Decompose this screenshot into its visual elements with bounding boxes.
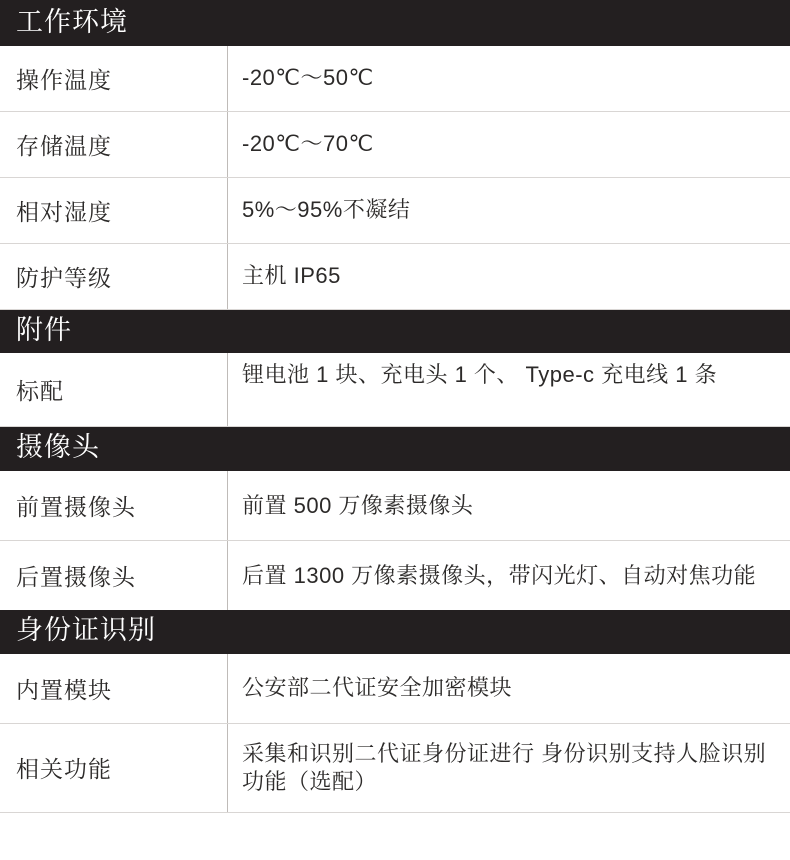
row-value: 前置 500 万像素摄像头: [242, 492, 474, 518]
row-label: 存储温度: [0, 112, 228, 177]
row-label: 内置模块: [0, 654, 228, 723]
row-label: 相对湿度: [0, 178, 228, 243]
row-value: 采集和识别二代证身份证进行 身份识别支持人脸识别功能（选配）: [242, 740, 767, 794]
row-value: 后置 1300 万像素摄像头，带闪光灯、自动对焦功能: [242, 562, 757, 588]
row-label: 防护等级: [0, 244, 228, 309]
row-label: 相关功能: [0, 724, 228, 812]
table-row: [0, 244, 790, 310]
section-rows-work-environment: [0, 46, 790, 310]
row-value: 公安部二代证安全加密模块: [242, 675, 513, 701]
table-row: [0, 353, 790, 427]
table-row: [0, 112, 790, 178]
table-row: [0, 541, 790, 610]
section-title-id-card-recognition: 身份证识别: [0, 610, 790, 654]
row-label: 前置摄像头: [0, 471, 228, 540]
table-row: [0, 46, 790, 112]
table-row: [0, 471, 790, 541]
section-rows-camera: [0, 471, 790, 610]
section-title-work-environment: 工作环境: [0, 0, 790, 46]
section-rows-accessories: [0, 353, 790, 427]
table-row: [0, 724, 790, 813]
section-accessories: [0, 310, 790, 428]
row-label: 后置摄像头: [0, 541, 228, 610]
section-title-camera: 摄像头: [0, 427, 790, 471]
section-title-accessories: 附件: [0, 310, 790, 354]
section-work-environment: [0, 0, 790, 310]
row-value: -20℃～70℃: [242, 131, 374, 157]
section-rows-id-card-recognition: [0, 654, 790, 813]
row-label: 标配: [0, 353, 228, 426]
row-label: 操作温度: [0, 46, 228, 111]
section-id-card-recognition: [0, 610, 790, 813]
table-row: [0, 178, 790, 244]
row-value: -20℃～50℃: [242, 65, 374, 91]
table-row: [0, 654, 790, 724]
row-value: 锂电池 1 块、充电头 1 个、 Type-c 充电线 1 条: [242, 362, 718, 388]
row-value: 5%～95%不凝结: [242, 197, 411, 223]
section-camera: [0, 427, 790, 610]
row-value: 主机 IP65: [242, 263, 341, 289]
